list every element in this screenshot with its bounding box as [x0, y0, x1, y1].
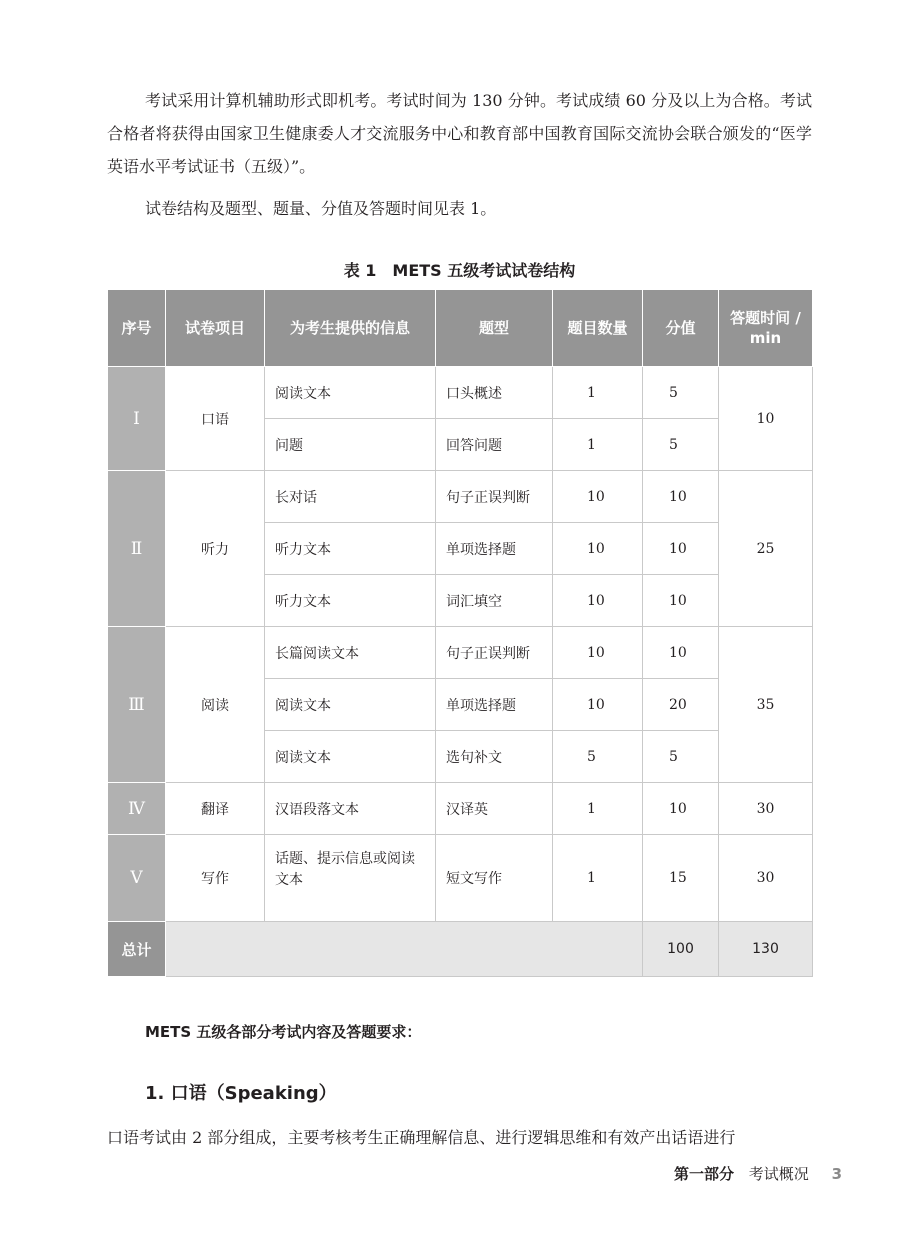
- cell-count: 10: [553, 471, 643, 523]
- page-number: 3: [831, 1165, 842, 1183]
- cell-count: 1: [553, 419, 643, 471]
- cell-count: 10: [553, 679, 643, 731]
- cell-type: 句子正误判断: [436, 471, 553, 523]
- header-seq: 序号: [108, 290, 166, 367]
- cell-info: 长篇阅读文本: [265, 627, 436, 679]
- cell-type: 选句补文: [436, 731, 553, 783]
- cell-type: 短文写作: [436, 835, 553, 922]
- table-row: [108, 471, 813, 523]
- section-time: 30: [719, 835, 813, 922]
- section-time: 35: [719, 627, 813, 783]
- cell-count: 1: [553, 367, 643, 419]
- header-type: 题型: [436, 290, 553, 367]
- section-item: 阅读: [166, 627, 265, 783]
- cell-score: 10: [643, 783, 719, 835]
- cell-info: 阅读文本: [265, 679, 436, 731]
- total-empty-cell: [166, 922, 643, 977]
- table-row: [108, 835, 813, 922]
- total-row: [108, 922, 813, 977]
- section-time: 25: [719, 471, 813, 627]
- cell-info: 听力文本: [265, 575, 436, 627]
- cell-info: 阅读文本: [265, 731, 436, 783]
- table-row: [108, 367, 813, 419]
- cell-score: 10: [643, 627, 719, 679]
- cell-score: 5: [643, 731, 719, 783]
- table-header-row: [108, 290, 813, 367]
- section-time: 10: [719, 367, 813, 471]
- table-row: [108, 627, 813, 679]
- cell-score: 10: [643, 575, 719, 627]
- speaking-subheading: 1. 口语（Speaking）: [145, 1083, 337, 1104]
- section-item: 翻译: [166, 783, 265, 835]
- header-time: 答题时间 / min: [719, 290, 813, 367]
- cell-score: 10: [643, 471, 719, 523]
- header-count: 题目数量: [553, 290, 643, 367]
- table-row: [108, 783, 813, 835]
- cell-count: 1: [553, 783, 643, 835]
- cell-info: 汉语段落文本: [265, 783, 436, 835]
- section-time: 30: [719, 783, 813, 835]
- total-score: 100: [643, 922, 719, 977]
- cell-score: 10: [643, 523, 719, 575]
- cell-score: 5: [643, 419, 719, 471]
- cell-score: 15: [643, 835, 719, 922]
- cell-count: 10: [553, 575, 643, 627]
- cell-count: 10: [553, 627, 643, 679]
- cell-info: 话题、提示信息或阅读文本: [265, 835, 436, 922]
- section-seq: Ⅲ: [108, 627, 166, 783]
- cell-count: 5: [553, 731, 643, 783]
- cell-info: 问题: [265, 419, 436, 471]
- cell-type: 回答问题: [436, 419, 553, 471]
- total-label: 总计: [108, 922, 166, 977]
- section-seq: Ⅱ: [108, 471, 166, 627]
- section-seq: Ⅳ: [108, 783, 166, 835]
- total-time: 130: [719, 922, 813, 977]
- intro-paragraph: 考试采用计算机辅助形式即机考。考试时间为 130 分钟。考试成绩 60 分及以上为合格。考试合格者将获得由国家卫生健康委人才交流服务中心和教育部中国教育国际交流协会联合颁发的“医学英语水平考试证书（五级）”。: [107, 91, 812, 176]
- footer-section: 第一部分: [673, 1165, 734, 1183]
- header-score: 分值: [643, 290, 719, 367]
- cell-type: 词汇填空: [436, 575, 553, 627]
- cell-count: 10: [553, 523, 643, 575]
- section-heading: METS 五级各部分考试内容及答题要求：: [145, 1023, 422, 1041]
- cell-info: 听力文本: [265, 523, 436, 575]
- section-item: 写作: [166, 835, 265, 922]
- cell-type: 句子正误判断: [436, 627, 553, 679]
- cell-type: 单项选择题: [436, 679, 553, 731]
- header-item: 试卷项目: [166, 290, 265, 367]
- section-seq: Ⅰ: [108, 367, 166, 471]
- cell-score: 5: [643, 367, 719, 419]
- header-info: 为考生提供的信息: [265, 290, 436, 367]
- cell-type: 口头概述: [436, 367, 553, 419]
- section-item: 口语: [166, 367, 265, 471]
- table-caption: 表 1 METS 五级考试试卷结构: [343, 261, 576, 280]
- cell-type: 单项选择题: [436, 523, 553, 575]
- cell-type: 汉译英: [436, 783, 553, 835]
- table-reference-paragraph: 试卷结构及题型、题量、分值及答题时间见表 1。: [145, 199, 497, 218]
- cell-score: 20: [643, 679, 719, 731]
- cell-info: 阅读文本: [265, 367, 436, 419]
- exam-structure-table: [107, 289, 813, 977]
- speaking-paragraph: 口语考试由 2 部分组成，主要考核考生正确理解信息、进行逻辑思维和有效产出话语进行: [107, 1128, 736, 1147]
- section-item: 听力: [166, 471, 265, 627]
- section-seq: Ⅴ: [108, 835, 166, 922]
- cell-count: 1: [553, 835, 643, 922]
- cell-info: 长对话: [265, 471, 436, 523]
- footer-title: 考试概况: [748, 1165, 809, 1183]
- page-footer: [674, 1163, 842, 1184]
